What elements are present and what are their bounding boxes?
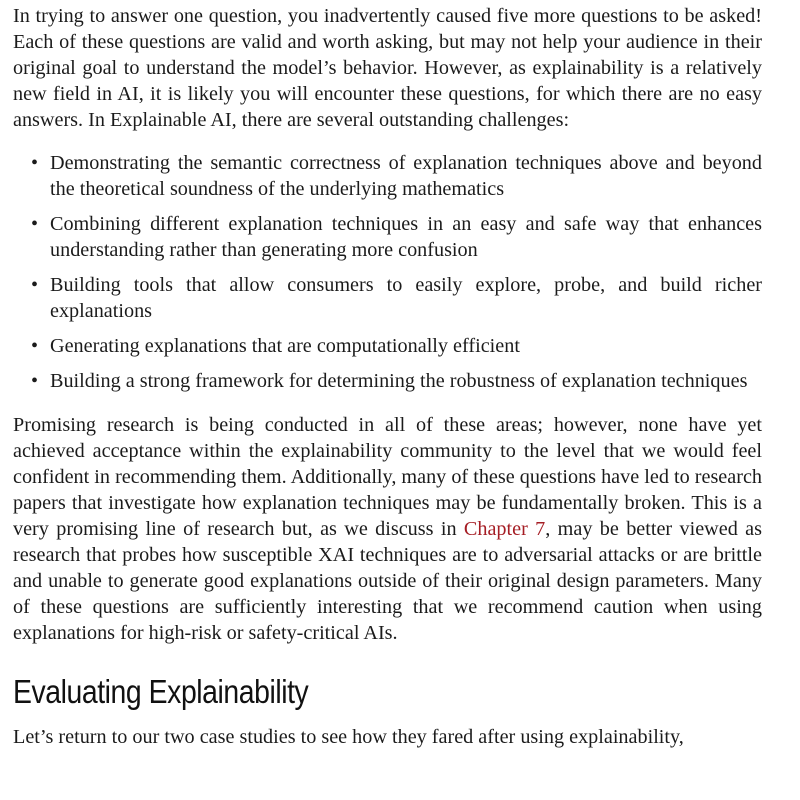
- list-item: [13, 333, 762, 359]
- research-text-before-link: Promising research is being conducted in all of these areas; however, none have yet achieved acceptance within the explainability community to the level that we would feel confident in recommending them. Additionally, many of these questions have led to research papers that investigate how explanation techniques may be fundamentally broken. This is a very promising line of research but, as we discuss in: [13, 414, 762, 540]
- list-item-text: Demonstrating the semantic correctness of explanation techniques above and beyond the theoretical soundness of the underlying mathematics: [50, 152, 762, 200]
- section-heading: Evaluating Explainability: [13, 673, 309, 710]
- next-paragraph: Let’s return to our two case studies to see how they fared after using explainability,: [13, 726, 684, 748]
- list-item: [13, 211, 762, 263]
- list-item: [13, 272, 762, 324]
- list-item: [13, 150, 762, 202]
- challenges-list: [13, 150, 762, 394]
- bullet-icon: •: [31, 213, 39, 235]
- list-item: [13, 368, 762, 394]
- chapter-7-link[interactable]: Chapter 7: [463, 518, 546, 540]
- list-item-text: Combining different explanation techniques in an easy and safe way that enhances understanding rather than generating more confusion: [50, 213, 762, 261]
- bullet-icon: •: [31, 370, 39, 392]
- intro-paragraph: In trying to answer one question, you inadvertently caused five more questions to be asked! Each of these questions are valid and worth asking, but may not help your audience in their original goal to understand the model’s behavior. However, as explainability is a relatively new field in AI, it is likely you will encounter these questions, for which there are no easy answers. In Explainable AI, there are several outstanding challenges:: [13, 5, 762, 131]
- bullet-icon: •: [31, 274, 39, 296]
- list-item-text: Generating explanations that are computationally efficient: [50, 335, 520, 357]
- bullet-icon: •: [31, 335, 39, 357]
- bullet-icon: •: [31, 152, 39, 174]
- book-page: [13, 0, 762, 750]
- list-item-text: Building a strong framework for determining the robustness of explanation techniques: [50, 370, 748, 392]
- research-text-after-link: , may be better viewed as research that probes how susceptible XAI techniques are to adversarial attacks or are brittle and unable to generate good explanations outside of their original design parameters. Many of these questions are sufficiently interesting that we recommend caution when using explanations for high-risk or safety-critical AIs.: [13, 518, 762, 644]
- list-item-text: Building tools that allow consumers to easily explore, probe, and build richer explanations: [50, 274, 762, 322]
- research-paragraph: [13, 412, 762, 646]
